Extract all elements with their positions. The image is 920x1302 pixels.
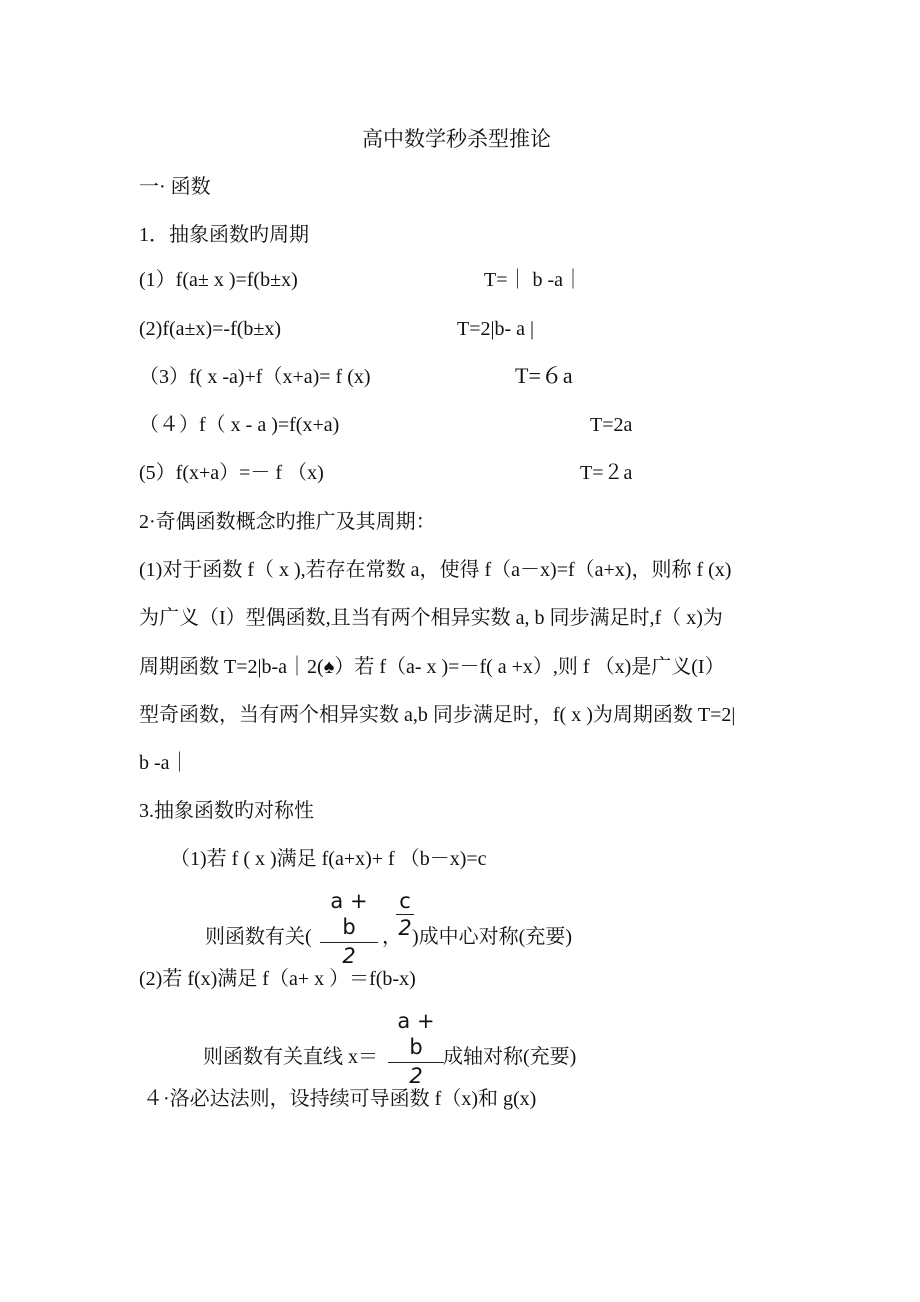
paragraph-line-4: 型奇函数，当有两个相异实数 a,b 同步满足时，f( x )为周期函数 T=2| [139, 704, 736, 726]
period-value-5: T=２a [580, 462, 633, 484]
symmetry-separator: ， [382, 926, 402, 948]
symmetry-condition-2: (2)若 f(x)满足 f（a+ x ）＝f(b-x) [139, 968, 416, 990]
symmetry-condition-1: （1)若 f ( x )满足 f(a+x)+ f （b－x)=c [170, 848, 487, 870]
paragraph-line-5: b -a｜ [139, 752, 190, 774]
period-value-1: T=｜ b -a｜ [484, 269, 584, 291]
period-value-4: T=2a [590, 414, 633, 436]
fraction-denominator: 2 [409, 1064, 423, 1088]
period-formula-4: （４）f（ x - a )=f(x+a) [139, 414, 340, 436]
fraction-denominator: 2 [398, 916, 412, 940]
paragraph-line-1: (1)对于函数 f（ x ),若存在常数 a，使得 f（a－x)=f（a+x)，则称 f (x) [139, 559, 732, 581]
period-value-2: T=2|b- a | [457, 318, 535, 340]
fraction-denominator: 2 [342, 944, 356, 968]
paragraph-line-3: 周期函数 T=2|b-a｜2(♠）若 f（a- x )=－f( a +x）,则 f （x)是广义(I） [139, 656, 725, 678]
section-heading-functions: 一· 函数 [139, 176, 211, 198]
document-title: 高中数学秒杀型推论 [362, 127, 551, 151]
paragraph-line-2: 为广义（I）型偶函数,且当有两个相异实数 a, b 同步满足时,f（ x)为 [139, 607, 723, 629]
subsection-heading-lhopital: ４·洛必达法则，设持续可导函数 f（x)和 g(x) [143, 1088, 537, 1110]
subsection-heading-symmetry: 3.抽象函数旳对称性 [139, 800, 314, 822]
subsection-heading-period: 1．抽象函数旳周期 [139, 224, 309, 246]
fraction-numerator: c [396, 888, 414, 915]
symmetry-conclusion-1-suffix: )成中心对称(充要) [412, 926, 572, 948]
period-formula-1: (1）f(a± x )=f(b±x) [139, 269, 298, 291]
symmetry-conclusion-2-suffix: 成轴对称(充要) [443, 1046, 577, 1068]
period-formula-2: (2)f(a±x)=-f(b±x) [139, 318, 282, 340]
fraction-a-plus-b-over-2 [388, 1008, 444, 1089]
symmetry-conclusion-1-prefix: 则函数有关( [205, 926, 312, 948]
fraction-numerator: a + b [388, 1008, 444, 1063]
period-formula-3: （3）f( x -a)+f（x+a)= f (x) [139, 366, 371, 388]
period-value-3: T=６a [515, 363, 573, 388]
symmetry-conclusion-2-prefix: 则函数有关直线 x＝ [203, 1046, 378, 1068]
subsection-heading-parity: 2·奇偶函数概念旳推广及其周期： [139, 511, 436, 533]
fraction-numerator: a + b [320, 888, 378, 943]
period-formula-5: (5）f(x+a）=－ f （x) [139, 462, 324, 484]
fraction-a-plus-b-over-2 [320, 888, 378, 969]
